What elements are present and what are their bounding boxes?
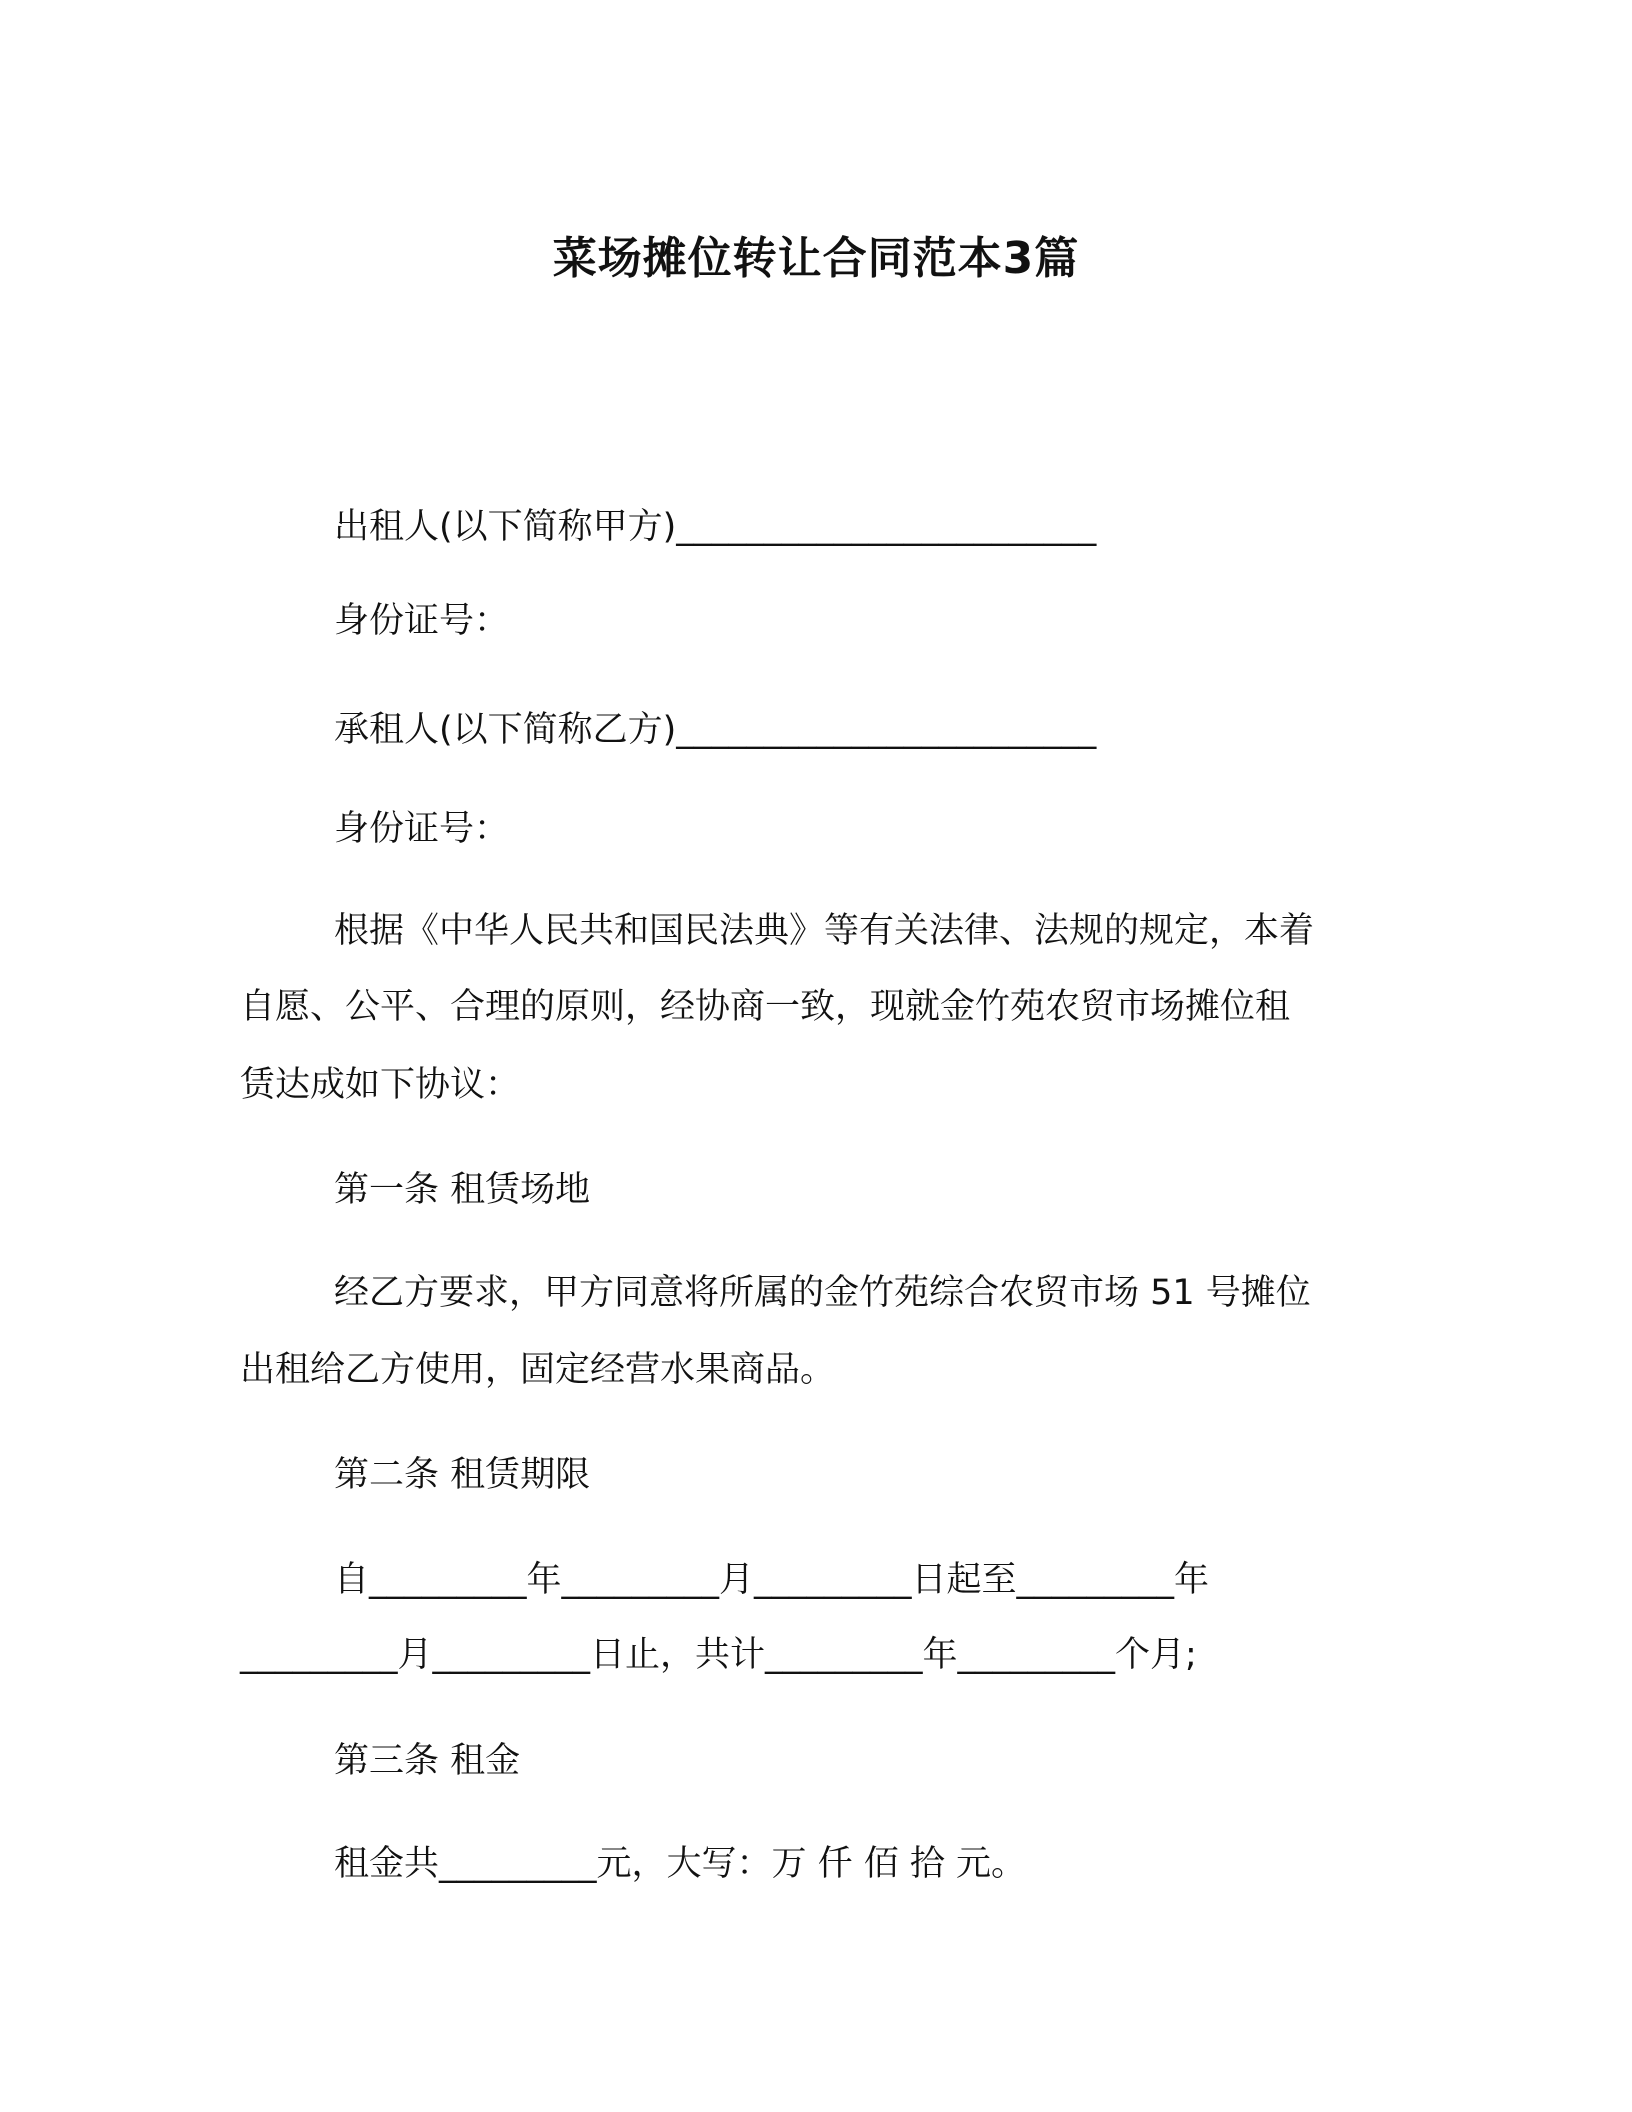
article-1-heading: 第一条 租赁场地: [334, 1170, 591, 1210]
article-2-line-1: 自_________年_________月_________日起至_________年: [334, 1560, 1210, 1600]
article-3-heading: 第三条 租金: [334, 1741, 521, 1781]
article-1-line-1: 经乙方要求，甲方同意将所属的金竹苑综合农贸市场 51 号摊位: [334, 1273, 1311, 1313]
article-2-heading: 第二条 租赁期限: [334, 1455, 591, 1495]
article-2-line-2: _________月_________日止，共计_________年_________个月;: [240, 1635, 1197, 1675]
preamble-line-3: 赁达成如下协议：: [240, 1065, 521, 1105]
lessee-id-line: 身份证号：: [334, 809, 510, 849]
preamble-line-1: 根据《中华人民共和国民法典》等有关法律、法规的规定，本着: [334, 911, 1315, 951]
lessor-line: 出租人(以下简称甲方)________________________: [334, 507, 1097, 547]
article-3-line-1: 租金共_________元，大写：万 仟 佰 拾 元。: [334, 1844, 1027, 1884]
document-title: 菜场摊位转让合同范本3篇: [552, 233, 1080, 284]
lessee-line: 承租人(以下简称乙方)________________________: [334, 710, 1097, 750]
preamble-line-2: 自愿、公平、合理的原则，经协商一致，现就金竹苑农贸市场摊位租: [240, 987, 1291, 1027]
article-1-line-2: 出租给乙方使用，固定经营水果商品。: [240, 1350, 836, 1390]
lessor-id-line: 身份证号：: [334, 601, 510, 641]
